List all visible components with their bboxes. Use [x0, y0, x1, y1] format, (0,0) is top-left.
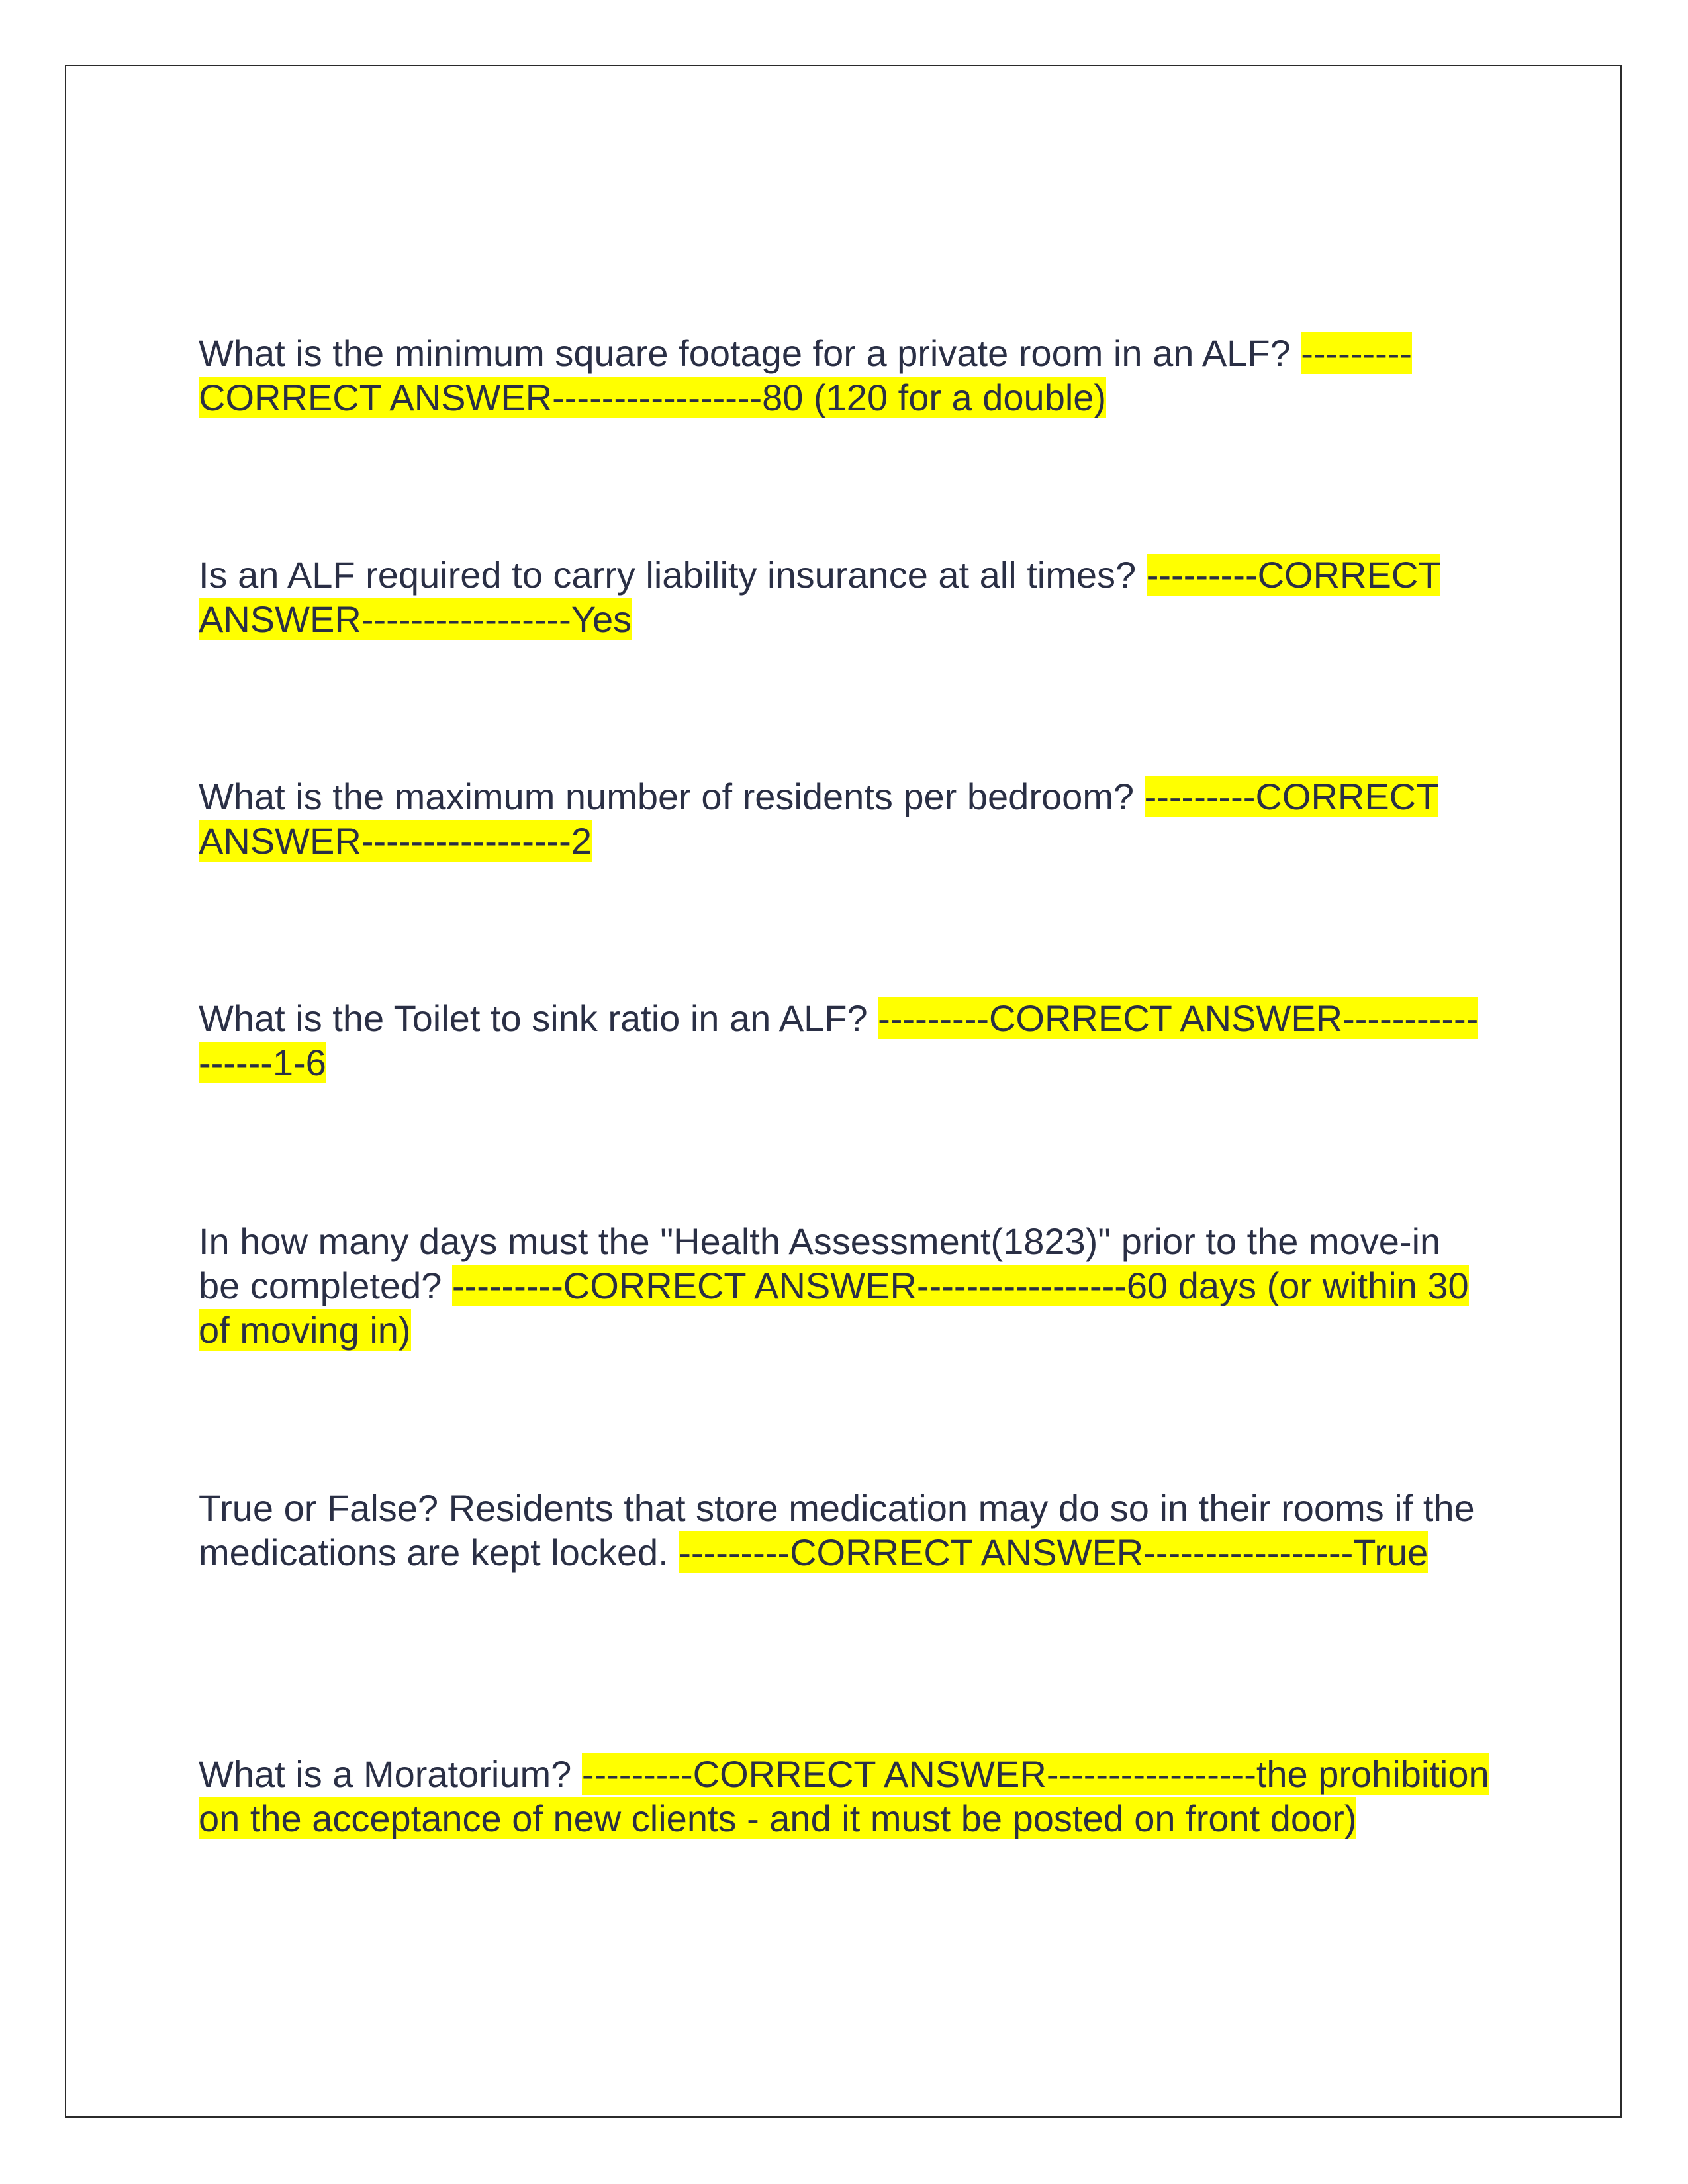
- qa-item-4: [199, 996, 1489, 1085]
- answer-text: ---------CORRECT ANSWER-----------------Yes: [199, 554, 1441, 640]
- qa-item-3: [199, 774, 1489, 863]
- answer-text: ---------CORRECT ANSWER-----------------2: [199, 776, 1439, 862]
- qa-item-2: [199, 553, 1489, 641]
- question-text: What is the maximum number of residents per bedroom?: [199, 776, 1145, 817]
- answer-text: ---------CORRECT ANSWER-----------------True: [679, 1531, 1429, 1573]
- qa-item-7: [199, 1752, 1489, 1841]
- qa-item-1: [199, 331, 1489, 420]
- question-text: In how many days must the "Health Assessment(1823)" prior to the move-in be completed?: [199, 1220, 1441, 1306]
- question-text: True or False? Residents that store medication may do so in their rooms if the medications are kept locked.: [199, 1487, 1475, 1573]
- question-text: What is the Toilet to sink ratio in an ALF?: [199, 997, 878, 1039]
- question-text: Is an ALF required to carry liability insurance at all times?: [199, 554, 1147, 596]
- question-text: What is a Moratorium?: [199, 1753, 582, 1795]
- answer-text: ---------CORRECT ANSWER-----------------60 days (or within 30 of moving in): [199, 1265, 1469, 1351]
- answer-text: ---------CORRECT ANSWER-----------------the prohibition on the acceptance of new clients - and it must be posted on front door): [199, 1753, 1489, 1839]
- answer-text: ---------CORRECT ANSWER-----------------1-6: [199, 997, 1479, 1083]
- question-text: What is the minimum square footage for a private room in an ALF?: [199, 332, 1301, 374]
- answer-text: ---------CORRECT ANSWER-----------------80 (120 for a double): [199, 332, 1413, 418]
- qa-item-6: [199, 1486, 1489, 1574]
- qa-item-5: [199, 1219, 1489, 1352]
